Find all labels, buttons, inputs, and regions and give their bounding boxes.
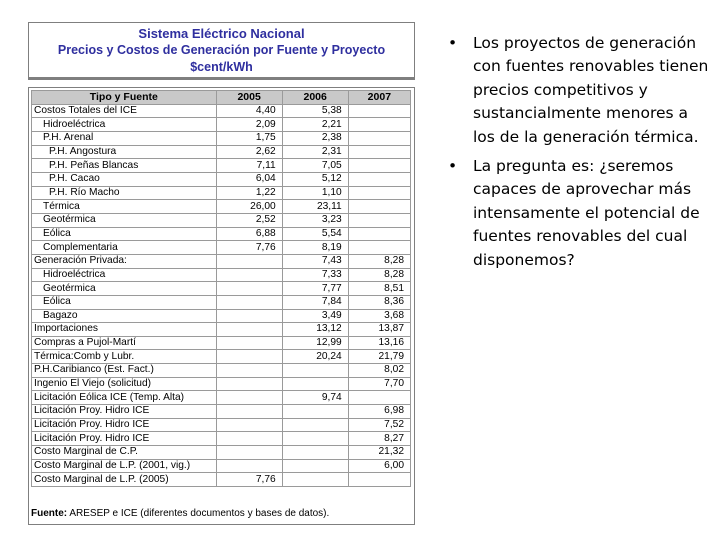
bullet-list	[448, 32, 710, 278]
value-2005	[216, 459, 282, 473]
value-2007	[348, 145, 410, 159]
value-2007: 8,51	[348, 282, 410, 296]
value-2005: 7,76	[216, 473, 282, 487]
value-2007: 8,36	[348, 295, 410, 309]
value-2005: 7,11	[216, 159, 282, 173]
value-2006: 20,24	[282, 350, 348, 364]
value-2007: 7,52	[348, 418, 410, 432]
data-table-box	[28, 87, 415, 525]
table-source	[31, 508, 329, 519]
bullet-item	[448, 32, 710, 149]
value-2006: 7,05	[282, 159, 348, 173]
value-2005	[216, 432, 282, 446]
value-2005	[216, 282, 282, 296]
value-2006: 2,38	[282, 131, 348, 145]
row-label: Eólica	[32, 295, 217, 309]
bullet-marker: •	[448, 34, 458, 52]
value-2005: 2,62	[216, 145, 282, 159]
row-label: Licitación Proy. Hidro ICE	[32, 432, 217, 446]
row-label: P.H. Río Macho	[32, 186, 217, 200]
column-header-2005: 2005	[216, 91, 282, 105]
table-row	[32, 323, 411, 337]
column-header-2007: 2007	[348, 91, 410, 105]
row-label: Ingenio El Viejo (solicitud)	[32, 377, 217, 391]
table-body	[32, 104, 411, 486]
table-row	[32, 241, 411, 255]
table-subtitle: Precios y Costos de Generación por Fuente y Proyecto	[57, 43, 386, 57]
value-2006: 12,99	[282, 336, 348, 350]
table-row	[32, 405, 411, 419]
value-2005: 4,40	[216, 104, 282, 118]
value-2007	[348, 227, 410, 241]
value-2006: 5,38	[282, 104, 348, 118]
value-2006: 13,12	[282, 323, 348, 337]
row-label: Geotérmica	[32, 213, 217, 227]
value-2005	[216, 295, 282, 309]
table-row	[32, 336, 411, 350]
cost-table	[31, 90, 411, 487]
value-2007	[348, 104, 410, 118]
value-2007	[348, 186, 410, 200]
value-2005	[216, 336, 282, 350]
value-2007: 6,98	[348, 405, 410, 419]
table-unit: $cent/kWh	[190, 60, 253, 74]
source-label: Fuente:	[31, 508, 68, 519]
table-title-box	[28, 22, 415, 78]
value-2007: 7,70	[348, 377, 410, 391]
value-2007: 21,32	[348, 446, 410, 460]
value-2006: 5,54	[282, 227, 348, 241]
table-row	[32, 118, 411, 132]
value-2005: 2,09	[216, 118, 282, 132]
row-label: Costo Marginal de L.P. (2005)	[32, 473, 217, 487]
value-2005	[216, 446, 282, 460]
value-2007	[348, 172, 410, 186]
row-label: Hidroeléctrica	[32, 268, 217, 282]
value-2005: 6,88	[216, 227, 282, 241]
table-row	[32, 418, 411, 432]
table-row	[32, 459, 411, 473]
value-2005	[216, 418, 282, 432]
value-2005	[216, 323, 282, 337]
bullet-item	[448, 155, 710, 272]
value-2006: 3,49	[282, 309, 348, 323]
row-label: P.H. Peñas Blancas	[32, 159, 217, 173]
value-2006: 5,12	[282, 172, 348, 186]
value-2005: 7,76	[216, 241, 282, 255]
value-2007: 8,02	[348, 364, 410, 378]
bullet-marker: •	[448, 157, 458, 176]
value-2007: 8,28	[348, 254, 410, 268]
table-row	[32, 473, 411, 487]
value-2005: 26,00	[216, 200, 282, 214]
value-2007	[348, 118, 410, 132]
table-row	[32, 432, 411, 446]
table-row	[32, 254, 411, 268]
bullet-text: La pregunta es: ¿seremos capaces de aprovechar más intensamente el potencial de fuentes renovables del cual disponemos?	[473, 157, 700, 269]
column-header-type: Tipo y Fuente	[32, 91, 217, 105]
value-2005	[216, 268, 282, 282]
value-2007	[348, 131, 410, 145]
value-2006: 7,43	[282, 254, 348, 268]
value-2006	[282, 432, 348, 446]
value-2007: 3,68	[348, 309, 410, 323]
value-2005: 1,75	[216, 131, 282, 145]
value-2006: 2,31	[282, 145, 348, 159]
value-2006: 9,74	[282, 391, 348, 405]
row-label: Compras a Pujol-Martí	[32, 336, 217, 350]
row-label: Generación Privada:	[32, 254, 217, 268]
row-label: Bagazo	[32, 309, 217, 323]
row-label: Térmica:Comb y Lubr.	[32, 350, 217, 364]
value-2005	[216, 377, 282, 391]
value-2005: 2,52	[216, 213, 282, 227]
value-2006: 3,23	[282, 213, 348, 227]
value-2007	[348, 241, 410, 255]
table-row	[32, 282, 411, 296]
table-row	[32, 227, 411, 241]
value-2007	[348, 159, 410, 173]
table-row	[32, 268, 411, 282]
row-label: Licitación Proy. Hidro ICE	[32, 418, 217, 432]
value-2006: 7,33	[282, 268, 348, 282]
table-row	[32, 446, 411, 460]
value-2007: 8,28	[348, 268, 410, 282]
value-2005	[216, 350, 282, 364]
column-header-2006: 2006	[282, 91, 348, 105]
value-2005	[216, 405, 282, 419]
row-label: P.H. Angostura	[32, 145, 217, 159]
value-2006: 7,77	[282, 282, 348, 296]
bullet-text: Los proyectos de generación con fuentes renovables tienen precios competitivos y sustancialmente menores a los de la generación térmica.	[473, 34, 709, 146]
value-2006	[282, 377, 348, 391]
row-label: P.H. Arenal	[32, 131, 217, 145]
value-2005	[216, 254, 282, 268]
row-label: P.H.Caribianco (Est. Fact.)	[32, 364, 217, 378]
value-2006	[282, 446, 348, 460]
value-2006	[282, 473, 348, 487]
table-row	[32, 159, 411, 173]
row-label: Térmica	[32, 200, 217, 214]
value-2007: 8,27	[348, 432, 410, 446]
value-2006: 23,11	[282, 200, 348, 214]
value-2007	[348, 473, 410, 487]
table-row	[32, 364, 411, 378]
value-2006	[282, 459, 348, 473]
source-text: ARESEP e ICE (diferentes documentos y bases de datos).	[69, 508, 330, 519]
value-2005	[216, 364, 282, 378]
value-2006: 2,21	[282, 118, 348, 132]
value-2007: 6,00	[348, 459, 410, 473]
value-2005	[216, 391, 282, 405]
row-label: Costos Totales del ICE	[32, 104, 217, 118]
value-2007: 21,79	[348, 350, 410, 364]
value-2006: 7,84	[282, 295, 348, 309]
table-row	[32, 186, 411, 200]
value-2006	[282, 364, 348, 378]
table-row	[32, 104, 411, 118]
table-row	[32, 309, 411, 323]
row-label: Licitación Proy. Hidro ICE	[32, 405, 217, 419]
table-row	[32, 213, 411, 227]
table-row	[32, 391, 411, 405]
table-row	[32, 172, 411, 186]
table-row	[32, 295, 411, 309]
value-2007	[348, 213, 410, 227]
value-2007: 13,87	[348, 323, 410, 337]
value-2005: 6,04	[216, 172, 282, 186]
value-2007	[348, 200, 410, 214]
value-2006: 8,19	[282, 241, 348, 255]
row-label: Importaciones	[32, 323, 217, 337]
row-label: Complementaria	[32, 241, 217, 255]
value-2006	[282, 418, 348, 432]
row-label: Licitación Eólica ICE (Temp. Alta)	[32, 391, 217, 405]
row-label: Eólica	[32, 227, 217, 241]
row-label: Hidroeléctrica	[32, 118, 217, 132]
table-row	[32, 200, 411, 214]
value-2007: 13,16	[348, 336, 410, 350]
value-2006	[282, 405, 348, 419]
value-2005: 1,22	[216, 186, 282, 200]
row-label: P.H. Cacao	[32, 172, 217, 186]
value-2006: 1,10	[282, 186, 348, 200]
table-row	[32, 145, 411, 159]
value-2007	[348, 391, 410, 405]
table-row	[32, 131, 411, 145]
table-row	[32, 350, 411, 364]
row-label: Costo Marginal de L.P. (2001, vig.)	[32, 459, 217, 473]
row-label: Geotérmica	[32, 282, 217, 296]
value-2005	[216, 309, 282, 323]
row-label: Costo Marginal de C.P.	[32, 446, 217, 460]
table-title: Sistema Eléctrico Nacional	[138, 26, 305, 41]
table-header-row	[32, 91, 411, 105]
table-row	[32, 377, 411, 391]
